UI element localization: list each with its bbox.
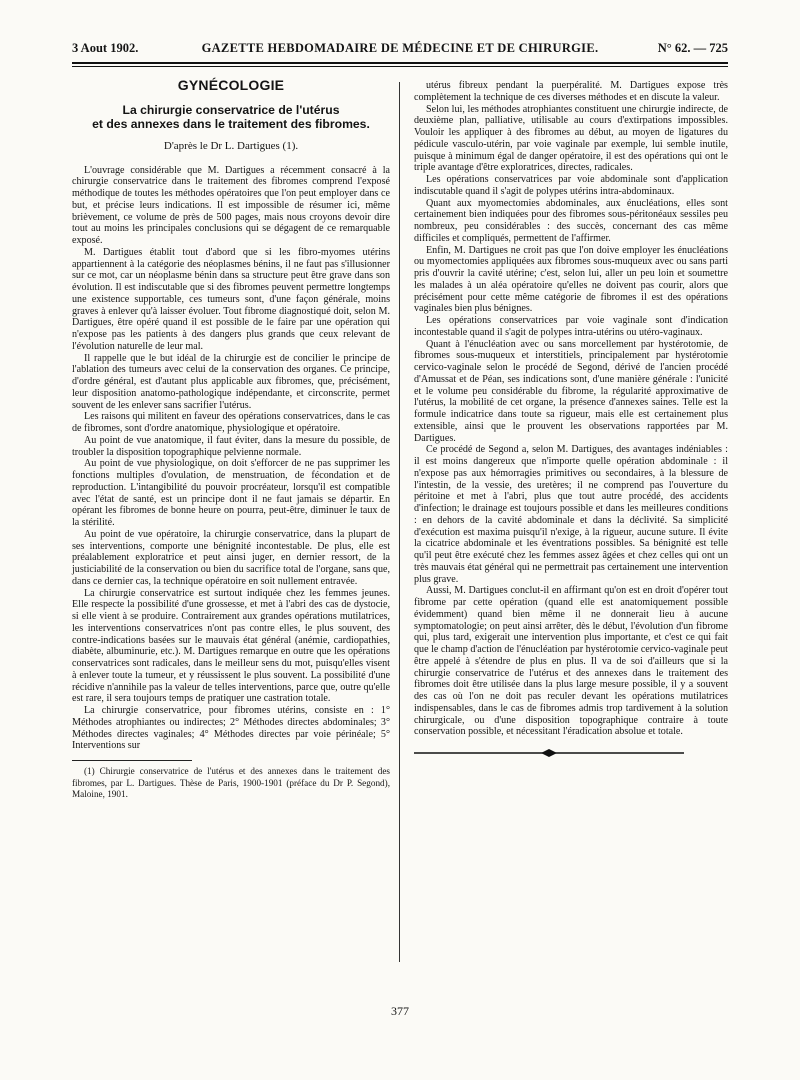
left-paragraph: L'ouvrage considérable que M. Dartigues a récemment consacré à la chirurgie conservatrice dans le traitement des fibromes comprend l'exposé méthodique de toutes les méthodes opératoires que l'on peut employer dans ce but, et précise leurs indications. Il est impossible de résumer ici, même brièvement, ce volume de près de 500 pages, mais nous croyons devoir dire tout au moins les principales conclusions qui se dégagent de ce remarquable exposé.	[72, 164, 390, 246]
right-paragraph: utérus fibreux pendant la puerpéralité. M. Dartigues expose très complètement la technique de ces diverses méthodes et en discute la valeur.	[414, 80, 728, 103]
left-body-text	[72, 165, 390, 753]
left-paragraph: M. Dartigues établit tout d'abord que si les fibro-myomes utérins appartiennent à la catégorie des néoplasmes bénins, il ne faut pas s'illusionner sur ce mot, car un néoplasme bénin dans sa structure peut être grave dans son évolution. Il est indiscutable que si des fibromes peuvent permettre longtemps une existence supportable, ces tumeurs sont, d'une façon générale, moins graves à enlever qu'à laisser évoluer. Tout fibrome diagnostiqué doit, selon M. Dartigues, être opéré quand il est possible de le faire par une opération qui n'expose pas les patients à des dangers plus grands que ceux relevant de l'évolution naturelle de leur mal.	[72, 246, 390, 352]
column-divider	[399, 82, 400, 962]
right-column	[414, 80, 728, 762]
article-title-line-2: et des annexes dans le traitement des fibromes.	[92, 116, 370, 131]
right-paragraph: Enfin, M. Dartigues ne croit pas que l'on doive employer les énucléations ou myomectomies appliquées aux fibromes sous-muqueux avec ou sans parti pris d'ouvrir la cavité utérine; c'est, selon lui, aller un peu loin et soumettre les malades à un aléa opératoire qu'elles ne doivent pas courir, alors que précisément pour cette même catégorie de fibromes il est des opérations vaginales bien plus bénignes.	[414, 244, 728, 315]
header-rule-thick	[72, 62, 728, 64]
article-title	[72, 103, 390, 131]
left-paragraph: Au point de vue anatomique, il faut éviter, dans la mesure du possible, de troubler la disposition topographique pelvienne normale.	[72, 434, 390, 458]
header-rule-thin	[72, 66, 728, 67]
right-paragraph: Selon lui, les méthodes atrophiantes constituent une chirurgie indirecte, de deuxième plan, palliative, utilisable au cours d'extirpations impossibles. Vouloir les appliquer à des fibromes au début, au moyen de ligatures du pédicule vasculo-utérin, par voie vaginale par exemple, lui semble inutile, puisque à minimum égal de danger opératoire, il est des opérations qui ont le triple avantage d'être exploratrices, directes, radicales.	[414, 103, 728, 174]
right-paragraph: Ce procédé de Segond a, selon M. Dartigues, des avantages indéniables : il est moins dangereux que n'importe quelle opération abdominale : il n'expose pas aux hémorragies primitives ou secondaires, à la blessure de l'intestin, de la vessie, des uretères; il ne comprend pas l'ouverture du péritoine et met à l'abri, plus que tout autre procédé, des accidents d'infection; le drainage est toujours possible et dans les meilleures conditions : en dehors de la cavité abdominale et dans la déclivité. Sa simplicité d'exécution est maxima puisqu'il n'exige, à la rigueur, aucune suture. Il évite la cicatrice abdominale et les éventrations possibles. Sa bénignité est telle qu'il peut être exécuté chez les femmes assez âgées et chez celles qui ont un très mauvais état général qui ne permettrait pas certainement une intervention plus grave.	[414, 444, 728, 585]
running-header	[72, 41, 728, 57]
right-paragraph: Les opérations conservatrices par voie abdominale sont d'application indiscutable quand il s'agit de polypes utérins intra-abdominaux.	[414, 174, 728, 197]
header-issue-page: N° 62. — 725	[657, 41, 728, 55]
left-paragraph: La chirurgie conservatrice, pour fibromes utérins, consiste en : 1° Méthodes atrophiantes ou indirectes; 2° Méthodes directes abdominales; 3° Méthodes directes vaginales; 4° Méthodes directes par voie périnéale; 5° Interventions sur	[72, 705, 390, 752]
left-paragraph: Au point de vue opératoire, la chirurgie conservatrice, dans la plupart de ses interventions, comporte une bénignité incontestable. De plus, elle est préalablement exploratrice et peut ainsi juger, en dernier ressort, de la justiciabilité de la conservation ou bien du sacrifice total de l'organe, sans que, dans ce dernier cas, la technique opératoire en soit nullement entravée.	[72, 528, 390, 587]
left-paragraph: La chirurgie conservatrice est surtout indiquée chez les femmes jeunes. Elle respecte la possibilité d'une grossesse, et met à l'abri des cas de dystocie, si elle vient à se produire. Contrairement aux grandes opérations mutilatrices, les interventions conservatrices n'ont pas contre elles, le plus souvent, des contre-indications basées sur le mauvais état général (anémie, cardiopathies, diabète, albuminurie, etc.). M. Dartigues remarque en outre que les opérations conservatrices sont radicales, dans le meilleur sens du mot, puisqu'elles visent à enlever toute la tumeur, et y réussissent le plus souvent. La possibilité d'une récidive n'annihile pas la valeur de telles interventions, parce que, outre qu'elle est rare, il sera toujours temps de pratiquer une castration totale.	[72, 587, 390, 705]
article-title-line-1: La chirurgie conservatrice de l'utérus	[122, 102, 340, 117]
page-number: 377	[391, 1004, 409, 1018]
end-ornament	[414, 748, 684, 758]
right-paragraph: Aussi, M. Dartigues conclut-il en affirmant qu'on est en droit d'opérer tout fibrome par cette opération (quand elle est anatomiquement possible évidemment) quand bien même il ne donnerait lieu à aucune symptomatologie; on peut ainsi arrêter, dès le début, l'évolution d'un fibrome qui, plus tard, exigerait une intervention plus importante, et c'est ce qui fait que le champ d'action de l'énucléation par hystérotomie cervico-vaginale peut être appelé à s'étendre de plus en plus. Il va de soi d'ailleurs que si la chirurgie conservatrice de l'utérus et des annexes dans le traitement des fibromes doit être utilisée dans la plus large mesure possible, il y a souvent des cas où l'on ne doit pas reculer devant les opérations mutilatrices indispensables, dans le cas de fibromes admis trop tardivement à la solution chirurgicale, ou d'une disposition topographique contraire à toute conservation possible, et nécessitant l'éradication absolue et totale.	[414, 585, 728, 738]
left-paragraph: Au point de vue physiologique, on doit s'efforcer de ne pas supprimer les fonctions multiples d'ovulation, de menstruation, de fécondation et de reproduction. L'intangibilité du pouvoir procréateur, lorsqu'il est compatible avec l'état de santé, est un principe dont il ne faut jamais se départir. En opérant les fibromes de bonne heure on pourra, peut-être, diminuer le taux de la stérilité.	[72, 458, 390, 528]
article-byline: D'après le Dr L. Dartigues (1).	[163, 139, 299, 152]
header-date: 3 Aout 1902.	[72, 41, 139, 55]
footnote: (1) Chirurgie conservatrice de l'utérus et des annexes dans le traitement des fibromes, par L. Dartigues. Thèse de Paris, 1900-1901 (préface du Dr P. Segond), Maloine, 1901.	[72, 766, 390, 799]
right-body-text	[414, 80, 728, 738]
section-title: GYNÉCOLOGIE	[177, 77, 285, 93]
footnote-rule	[72, 760, 192, 761]
left-column	[72, 77, 390, 801]
header-journal-title: GAZETTE HEBDOMADAIRE DE MÉDECINE ET DE CHIRURGIE.	[201, 41, 599, 55]
right-paragraph: Quant aux myomectomies abdominales, aux énucléations, elles sont certainement bien indiquées pour des fibromes sous-péritonéaux sessiles peu nombreux, peu considérables : des succès, concernant des cas même difficiles et compliqués, permettent de l'affirmer.	[414, 197, 728, 244]
right-paragraph: Quant à l'énucléation avec ou sans morcellement par hystérotomie, de fibromes sous-muqueux et interstitiels, principalement par hystérotomie cervico-vaginale selon le procédé de Segond, dérivé de l'ancien procédé d'Amussat et de Péan, ses indications sont, d'une manière générale : l'unicité et le volume peu considérable du fibrome, la régularité approximative de l'utérus, la mobilité de cet organe, la présence d'annexes saines. Telle est la formule indicatrice dans toute sa rigueur, mais elle est certainement plus extensible, ainsi que le prouvent les observations rapportées par M. Dartigues.	[414, 338, 728, 444]
left-paragraph: Les raisons qui militent en faveur des opérations conservatrices, dans le cas de fibromes, sont d'ordre anatomique, physiologique et opératoire.	[72, 411, 390, 434]
left-paragraph: Il rappelle que le but idéal de la chirurgie est de concilier le principe de l'ablation des tumeurs avec celui de la conservation des organes. Ce principe, d'ordre général, est d'autant plus applicable aux fibromes, que, précisément, leur disposition anatomo-pathologique indépendante, et circonscrite, permet souvent de les enlever sans sacrifier l'utérus.	[72, 352, 390, 411]
right-paragraph: Les opérations conservatrices par voie vaginale sont d'indication incontestable quand il s'agit de polypes intra-utérins ou utéro-vaginaux.	[414, 315, 728, 338]
